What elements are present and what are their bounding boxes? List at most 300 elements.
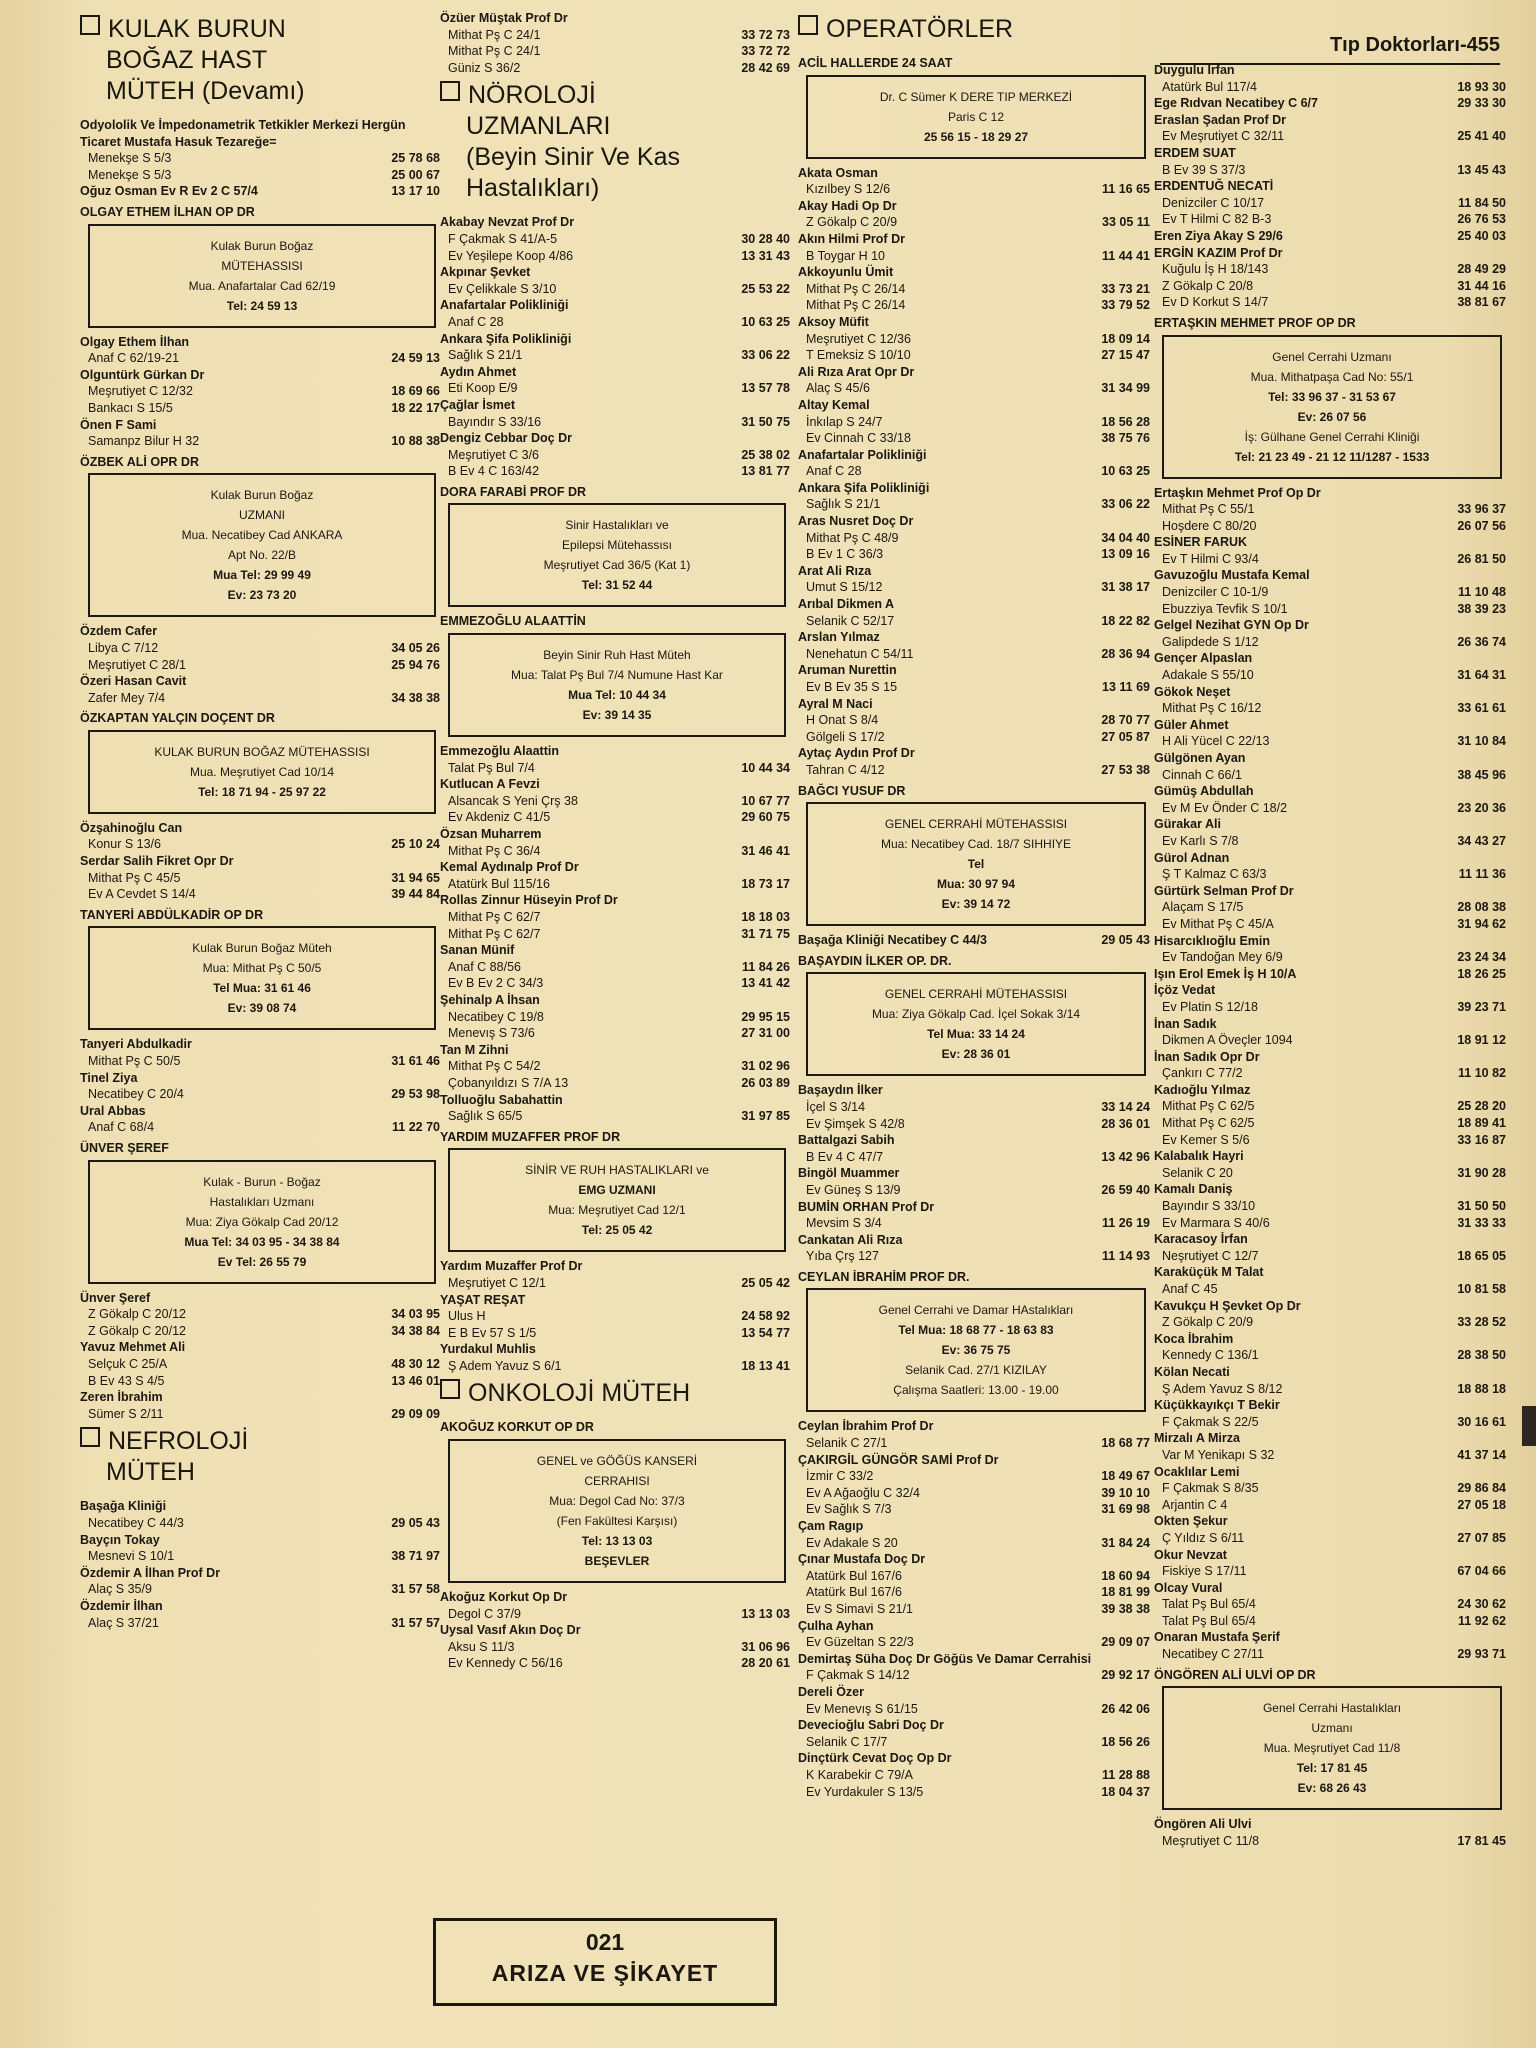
entry-phone: 23 24 34 <box>1457 950 1506 965</box>
entry-address: F Çakmak S 41/A-5 <box>448 231 558 246</box>
ad-line: Ev: 23 73 20 <box>227 588 297 603</box>
entry-address-row <box>798 248 1150 265</box>
entry-phone: 13 17 10 <box>391 184 440 199</box>
entry-address: Sümer S 2/11 <box>88 1406 164 1421</box>
entry-phone: 33 79 52 <box>1101 298 1150 313</box>
directory-entry <box>440 942 790 992</box>
ad-line: Ev: 39 08 74 <box>227 1001 297 1016</box>
entry-name: Karaküçük M Talat <box>1154 1265 1264 1280</box>
section-checkbox-icon <box>798 15 818 35</box>
entry-phone: 29 09 09 <box>391 1406 440 1421</box>
complaint-label: ARIZA VE ŞİKAYET <box>491 1960 719 1986</box>
entry-name: Ankara Şifa Polikliniği <box>440 331 572 346</box>
entry-phone: 34 03 95 <box>391 1307 440 1322</box>
entry-phone: 18 68 77 <box>1101 1436 1150 1451</box>
directory-entry <box>798 745 1150 778</box>
entry-phone: 31 84 24 <box>1101 1535 1150 1550</box>
directory-entry <box>1154 850 1506 883</box>
entry-address-row <box>1154 1098 1506 1115</box>
entry-address: Mithat Pş C 62/5 <box>1162 1116 1255 1131</box>
entry-address-row <box>1154 916 1506 933</box>
directory-entry <box>798 1199 1150 1232</box>
ad-line: SİNİR VE RUH HASTALIKLARI ve <box>525 1163 709 1178</box>
entry-phone: 18 69 66 <box>391 384 440 399</box>
entry-phone: 27 53 38 <box>1101 762 1150 777</box>
ad-header: CEYLAN İBRAHİM PROF DR. <box>798 1269 970 1284</box>
entry-phone: 28 38 50 <box>1457 1348 1506 1363</box>
entry-phone: 29 86 84 <box>1457 1481 1506 1496</box>
directory-entry <box>440 331 790 364</box>
ad-line: Tel: 17 81 45 <box>1296 1761 1368 1776</box>
section-heading-text: Hastalıkları) <box>466 174 600 203</box>
entry-address: Ev A Ağaoğlu C 32/4 <box>806 1485 920 1500</box>
directory-entry <box>798 231 1150 264</box>
entry-address-row <box>798 1501 1150 1518</box>
entry-phone: 33 14 24 <box>1101 1099 1150 1114</box>
entry-name: Tolluoğlu Sabahattin <box>440 1092 563 1107</box>
entry-phone: 26 42 06 <box>1101 1701 1150 1716</box>
entry-name: Arıbal Dikmen A <box>798 597 895 612</box>
entry-phone: 31 46 41 <box>741 843 790 858</box>
directory-entry <box>1154 1331 1506 1364</box>
entry-phone: 26 36 74 <box>1457 634 1506 649</box>
entry-address-row <box>798 1468 1150 1485</box>
entry-address: Meşrutiyet C 12/36 <box>806 331 911 346</box>
section-heading <box>440 1378 790 1409</box>
entry-phone: 28 42 69 <box>741 60 790 75</box>
entry-phone: 13 42 96 <box>1101 1149 1150 1164</box>
entry-name-row <box>1154 228 1506 245</box>
entry-address: Sağlık S 21/1 <box>806 497 881 512</box>
entry-address-row <box>798 1149 1150 1166</box>
entry-address: Zafer Mey 7/4 <box>88 690 166 705</box>
entry-name-row <box>798 932 1150 949</box>
directory-entry <box>440 992 790 1042</box>
entry-address: Ev B Ev 2 C 34/3 <box>448 976 544 991</box>
entry-address-row <box>1154 767 1506 784</box>
entry-phone: 11 14 93 <box>1102 1249 1150 1264</box>
entry-name: Dengiz Cebbar Doç Dr <box>440 431 572 446</box>
entry-phone: 18 65 05 <box>1457 1248 1506 1263</box>
ad-line: Beyin Sinir Ruh Hast Müteh <box>543 648 691 663</box>
entry-name: Altay Kemal <box>798 397 870 412</box>
entry-address-row <box>440 43 790 60</box>
entry-address: Yıba Çrş 127 <box>806 1249 879 1264</box>
entry-address: Anaf C 45 <box>1162 1282 1218 1296</box>
entry-address: B Ev 43 S 4/5 <box>88 1373 165 1388</box>
entry-name: Ünver Şeref <box>80 1290 151 1305</box>
entry-phone: 31 50 75 <box>741 414 790 429</box>
entry-address: Ev Sağlık S 7/3 <box>806 1502 892 1517</box>
entry-phone: 24 59 13 <box>391 351 440 366</box>
ad-line: KULAK BURUN BOĞAZ MÜTEHASSISI <box>154 744 370 759</box>
directory-entry <box>440 743 790 776</box>
directory-entry <box>798 1452 1150 1518</box>
entry-phone: 11 92 62 <box>1458 1613 1506 1628</box>
entry-address-row <box>1154 1115 1506 1132</box>
ad-header: AKOĞUZ KORKUT OP DR <box>440 1420 594 1435</box>
ad-line: Paris C 12 <box>947 109 1005 124</box>
entry-address-row <box>440 1025 790 1042</box>
entry-phone: 33 05 11 <box>1102 215 1150 230</box>
entry-address-row <box>1154 1447 1506 1464</box>
entry-phone: 27 15 47 <box>1101 348 1150 363</box>
entry-address-row <box>440 414 790 431</box>
entry-name: Kalabalık Hayri <box>1154 1149 1244 1164</box>
entry-phone: 30 16 61 <box>1457 1414 1506 1429</box>
entry-address-row <box>798 380 1150 397</box>
entry-address-row <box>798 1601 1150 1618</box>
ad-header: ÖZKAPTAN YALÇIN DOÇENT DR <box>80 711 275 726</box>
entry-phone: 23 20 36 <box>1457 800 1506 815</box>
entry-name: Dinçtürk Cevat Doç Op Dr <box>798 1751 952 1766</box>
entry-address: Mesnevi S 10/1 <box>88 1549 175 1564</box>
entry-name: Olgay Ethem İlhan <box>80 334 190 349</box>
entry-address: Umut S 15/12 <box>806 580 883 595</box>
entry-name: Kutlucan A Fevzi <box>440 777 540 792</box>
entry-name: Özeri Hasan Cavit <box>80 674 187 689</box>
directory-entry <box>798 1684 1150 1717</box>
entry-address-row <box>798 729 1150 746</box>
entry-address-row <box>798 1701 1150 1718</box>
ad-line: UZMANI <box>239 508 285 523</box>
directory-entry <box>1154 1397 1506 1430</box>
entry-address-row <box>798 1767 1150 1784</box>
entry-address-row <box>440 1009 790 1026</box>
entry-address: Ev B Ev 35 S 15 <box>806 680 898 694</box>
entry-name: Bayçın Tokay <box>80 1532 160 1547</box>
entry-address-row <box>798 1784 1150 1801</box>
entry-phone: 28 20 61 <box>741 1656 790 1671</box>
entry-phone: 25 40 03 <box>1457 228 1506 243</box>
display-ad-box <box>806 75 1146 159</box>
entry-address: Ş T Kalmaz C 63/3 <box>1162 867 1267 882</box>
entry-address: Meşrutiyet C 3/6 <box>448 447 540 462</box>
directory-entry <box>80 1565 440 1598</box>
entry-address-row <box>440 347 790 364</box>
directory-entry <box>1154 178 1506 228</box>
entry-address-row <box>440 248 790 265</box>
entry-address: Mithat Pş C 24/1 <box>448 44 541 59</box>
directory-entry <box>80 334 440 367</box>
entry-name-row <box>1154 95 1506 112</box>
entry-address-row <box>1154 833 1506 850</box>
directory-entry <box>440 364 790 397</box>
entry-address: Bankacı S 15/5 <box>88 400 173 415</box>
entry-address-row <box>798 579 1150 596</box>
entry-name: Kemal Aydınalp Prof Dr <box>440 860 579 875</box>
entry-address-row <box>1154 999 1506 1016</box>
entry-phone: 28 08 38 <box>1457 900 1506 915</box>
entry-address: Talat Pş Bul 65/4 <box>1162 1613 1256 1628</box>
directory-entry <box>1154 62 1506 95</box>
ad-line: Kulak Burun Boğaz <box>210 488 314 503</box>
entry-name: Aras Nusret Doç Dr <box>798 514 914 529</box>
entry-address: Z Gökalp C 20/12 <box>88 1323 186 1338</box>
directory-entry <box>798 1082 1150 1132</box>
entry-phone: 33 06 22 <box>1101 497 1150 512</box>
entry-name: Ocaklılar Lemi <box>1154 1464 1240 1479</box>
entry-address-row <box>798 331 1150 348</box>
ad-line: Mua: Talat Pş Bul 7/4 Numune Hast Kar <box>511 668 723 683</box>
entry-name: Önen F Sami <box>80 417 157 432</box>
directory-entry <box>1154 1364 1506 1397</box>
entry-name: Başaydın İlker <box>798 1083 883 1098</box>
entry-name: Çam Ragıp <box>798 1519 864 1534</box>
entry-address: Alsancak S Yeni Çrş 38 <box>448 793 578 808</box>
display-ad-box <box>448 503 786 607</box>
entry-name: ERGİN KAZIM Prof Dr <box>1154 245 1283 260</box>
entry-address-row <box>1154 1165 1506 1182</box>
entry-address-row <box>440 876 790 893</box>
section-heading-text: UZMANLARI <box>466 112 611 141</box>
entry-address-row <box>1154 1414 1506 1431</box>
entry-address-row <box>1154 128 1506 145</box>
directory-entry <box>80 1598 440 1631</box>
ad-line: İş: Gülhane Genel Cerrahi Kliniği <box>1244 429 1420 444</box>
section-heading-text: MÜTEH <box>106 1458 195 1487</box>
directory-entry <box>80 1532 440 1565</box>
entry-address: Necatibey C 19/8 <box>448 1009 544 1024</box>
entry-name: Okten Şekur <box>1154 1514 1228 1529</box>
entry-phone: 26 76 53 <box>1457 212 1506 227</box>
entry-address-row <box>798 530 1150 547</box>
entry-name: Akın Hilmi Prof Dr <box>798 231 905 246</box>
entry-phone: 27 05 87 <box>1101 729 1150 744</box>
entry-phone: 31 44 16 <box>1457 278 1506 293</box>
entry-phone: 18 91 12 <box>1457 1033 1506 1048</box>
directory-entry <box>798 629 1150 662</box>
entry-phone: 31 02 96 <box>741 1059 790 1074</box>
ad-header: ÖNGÖREN ALİ ULVİ OP DR <box>1154 1667 1316 1682</box>
entry-address-row <box>798 1667 1150 1684</box>
entry-address: Ulus H <box>448 1309 486 1324</box>
entry-address-row <box>798 646 1150 663</box>
entry-address-row <box>80 1515 440 1532</box>
directory-entry <box>80 1290 440 1340</box>
entry-name: Özşahinoğlu Can <box>80 820 183 835</box>
entry-address-row <box>440 1655 790 1672</box>
entry-address-row <box>798 1485 1150 1502</box>
ad-line: (Fen Fakültesi Karşısı) <box>556 1514 678 1529</box>
entry-phone: 67 04 66 <box>1457 1564 1506 1579</box>
entry-address-row <box>440 380 790 397</box>
entry-phone: 18 09 14 <box>1101 331 1150 346</box>
entry-address-row <box>1154 1065 1506 1082</box>
ad-line: Ev: 36 75 75 <box>941 1343 1011 1358</box>
entry-phone: 18 18 03 <box>741 910 790 924</box>
entry-phone: 11 10 48 <box>1458 585 1506 600</box>
directory-entry <box>798 563 1150 596</box>
entry-address: Ev T Hilmi C 93/4 <box>1162 551 1259 566</box>
entry-phone: 34 04 40 <box>1101 530 1150 545</box>
entry-address: Necatibey C 27/11 <box>1162 1647 1264 1662</box>
directory-entry <box>440 264 790 297</box>
entry-phone: 31 57 57 <box>391 1615 440 1630</box>
ad-header: BAĞCI YUSUF DR <box>798 783 906 798</box>
entry-phone: 11 11 36 <box>1458 867 1506 882</box>
entry-address-row <box>80 836 440 853</box>
ad-line: Mua. Necatibey Cad ANKARA <box>181 528 343 543</box>
entry-address: Sağlık S 65/5 <box>448 1109 523 1124</box>
entry-name: Özdemir A İlhan Prof Dr <box>80 1565 221 1580</box>
entry-address-row <box>798 712 1150 729</box>
entry-address-row <box>1154 949 1506 966</box>
entry-phone: 29 09 07 <box>1101 1635 1150 1650</box>
entry-address-row <box>798 679 1150 696</box>
entry-phone: 33 61 61 <box>1457 701 1506 716</box>
entry-phone: 13 31 43 <box>741 248 790 263</box>
entry-phone: 10 88 38 <box>391 434 440 449</box>
entry-phone: 33 16 87 <box>1457 1132 1506 1147</box>
entry-phone: 28 36 01 <box>1101 1116 1150 1131</box>
directory-entry <box>80 117 440 183</box>
entry-phone: 33 73 21 <box>1101 281 1150 296</box>
directory-entry <box>798 1518 1150 1551</box>
entry-name: YAŞAT REŞAT <box>440 1292 526 1307</box>
entry-address-row <box>80 1548 440 1565</box>
directory-entry <box>440 776 790 826</box>
page-title: Tıp Doktorları-455 <box>1160 34 1500 65</box>
entry-address-row <box>798 1535 1150 1552</box>
entry-address-row <box>1154 1596 1506 1613</box>
entry-address: B Toygar H 10 <box>806 248 885 263</box>
entry-address-row <box>798 1182 1150 1199</box>
entry-address-row <box>1154 1646 1506 1663</box>
entry-name: Uysal Vasıf Akın Doç Dr <box>440 1623 581 1638</box>
display-ad-box <box>88 473 436 617</box>
entry-name: Emmezoğlu Alaattin <box>440 744 559 759</box>
entry-address-row <box>1154 1497 1506 1514</box>
entry-address-row <box>440 1075 790 1092</box>
directory-entry <box>1154 228 1506 245</box>
section-heading-text: NEFROLOJİ <box>108 1427 249 1456</box>
entry-phone: 10 67 77 <box>741 793 790 808</box>
display-ad-box <box>448 1148 786 1252</box>
directory-entry <box>1154 883 1506 933</box>
entry-name: ERDENTUĞ NECATİ <box>1154 179 1274 194</box>
directory-entry <box>440 297 790 330</box>
directory-entry <box>80 1070 440 1103</box>
entry-address: Mithat Pş C 62/7 <box>448 926 541 941</box>
entry-name: Eren Ziya Akay S 29/6 <box>1154 228 1283 243</box>
entry-address: Meşrutiyet C 28/1 <box>88 657 186 672</box>
entry-address: Anaf C 88/56 <box>448 959 521 974</box>
entry-address-row <box>80 690 440 707</box>
entry-phone: 27 31 00 <box>741 1026 790 1041</box>
entry-address: B Ev 4 C 163/42 <box>448 464 540 479</box>
entry-address: Adakale S 55/10 <box>1162 668 1254 683</box>
entry-phone: 18 49 67 <box>1101 1469 1150 1484</box>
entry-address-row <box>440 1606 790 1623</box>
entry-address: F Çakmak S 8/35 <box>1162 1481 1259 1496</box>
ad-line: Ev: 39 14 35 <box>582 708 652 723</box>
directory-entry <box>798 662 1150 695</box>
entry-phone: 29 33 30 <box>1457 96 1506 111</box>
entry-phone: 18 13 41 <box>741 1358 790 1373</box>
entry-phone: 38 39 23 <box>1457 601 1506 616</box>
entry-address-row <box>798 546 1150 563</box>
entry-name: Tanyeri Abdulkadir <box>80 1037 192 1052</box>
ad-line: CERRAHISI <box>584 1474 650 1489</box>
entry-address: Z Gökalp C 20/12 <box>88 1307 186 1322</box>
entry-address: Arjantin C 4 <box>1162 1497 1228 1512</box>
section-heading-line <box>440 80 790 111</box>
entry-address-row <box>1154 1563 1506 1580</box>
entry-phone: 18 22 17 <box>391 400 440 415</box>
entry-phone: 18 73 17 <box>741 876 790 891</box>
entry-address-row <box>798 463 1150 480</box>
entry-address: B Ev 1 C 36/3 <box>806 547 884 562</box>
entry-phone: 25 05 42 <box>741 1275 790 1290</box>
entry-name: Battalgazi Sabih <box>798 1133 895 1148</box>
entry-address-row <box>798 347 1150 364</box>
ad-line: Dr. C Sümer K DERE TIP MERKEZİ <box>879 89 1073 104</box>
entry-address: Ev Güneş S 13/9 <box>806 1182 901 1197</box>
directory-entry <box>1154 1513 1506 1546</box>
entry-address: Ev Yeşilepe Koop 4/86 <box>448 248 574 263</box>
entry-phone: 11 10 82 <box>1458 1066 1506 1081</box>
entry-address-row <box>440 1639 790 1656</box>
entry-address: H Ali Yücel C 22/13 <box>1162 734 1270 749</box>
ad-header: DORA FARABİ PROF DR <box>440 484 587 499</box>
entry-address-row <box>798 613 1150 630</box>
section-heading-line <box>440 111 790 142</box>
column-4 <box>1154 10 1506 1849</box>
entry-address: Ev Meşrutiyet C 32/11 <box>1162 129 1285 144</box>
section-heading <box>798 14 1150 45</box>
entry-name: Karacasoy İrfan <box>1154 1232 1248 1247</box>
directory-entry <box>798 1618 1150 1651</box>
entry-address: Bayındır S 33/10 <box>1162 1199 1256 1214</box>
ad-header: TANYERİ ABDÜLKADİR OP DR <box>80 907 264 922</box>
entry-address-row <box>80 1356 440 1373</box>
section-heading-text: ONKOLOJİ MÜTEH <box>468 1379 691 1408</box>
directory-entry <box>1154 966 1506 983</box>
ad-line: Apt No. 22/B <box>227 548 297 563</box>
entry-name: Ege Rıdvan Necatibey C 6/7 <box>1154 96 1318 111</box>
entry-phone: 24 30 62 <box>1457 1597 1506 1612</box>
ad-line: 25 56 15 - 18 29 27 <box>923 129 1029 144</box>
ad-line: BEŞEVLER <box>584 1554 650 1569</box>
entry-name: Devecioğlu Sabri Doç Dr <box>798 1718 944 1733</box>
ad-line: Mua Tel: 29 99 49 <box>213 568 311 583</box>
entry-address: Denizciler C 10-1/9 <box>1162 585 1269 600</box>
entry-name: Gürtürk Selman Prof Dr <box>1154 883 1294 898</box>
entry-address-row <box>1154 1347 1506 1364</box>
entry-phone: 31 94 62 <box>1457 916 1506 931</box>
entry-name: Güler Ahmet <box>1154 717 1229 732</box>
entry-phone: 11 28 88 <box>1102 1767 1150 1782</box>
directory-entry <box>440 1589 790 1622</box>
directory-entry <box>1154 617 1506 650</box>
directory-entry <box>798 1132 1150 1165</box>
entry-phone: 31 38 17 <box>1101 580 1150 595</box>
entry-address-row <box>440 1358 790 1375</box>
entry-address-row <box>440 314 790 331</box>
entry-name: Şehinalp A İhsan <box>440 992 540 1007</box>
section-heading-line <box>80 45 440 76</box>
display-ad-box <box>806 1288 1146 1412</box>
entry-address: Ev A Cevdet S 14/4 <box>88 887 196 902</box>
entry-name: Duygulu İrfan <box>1154 63 1235 77</box>
entry-address-row <box>798 430 1150 447</box>
directory-entry <box>440 1622 790 1672</box>
entry-phone: 26 81 50 <box>1457 551 1506 566</box>
entry-name: Özdemir İlhan <box>80 1598 163 1613</box>
entry-phone: 25 53 22 <box>741 281 790 296</box>
directory-entry <box>1154 933 1506 966</box>
